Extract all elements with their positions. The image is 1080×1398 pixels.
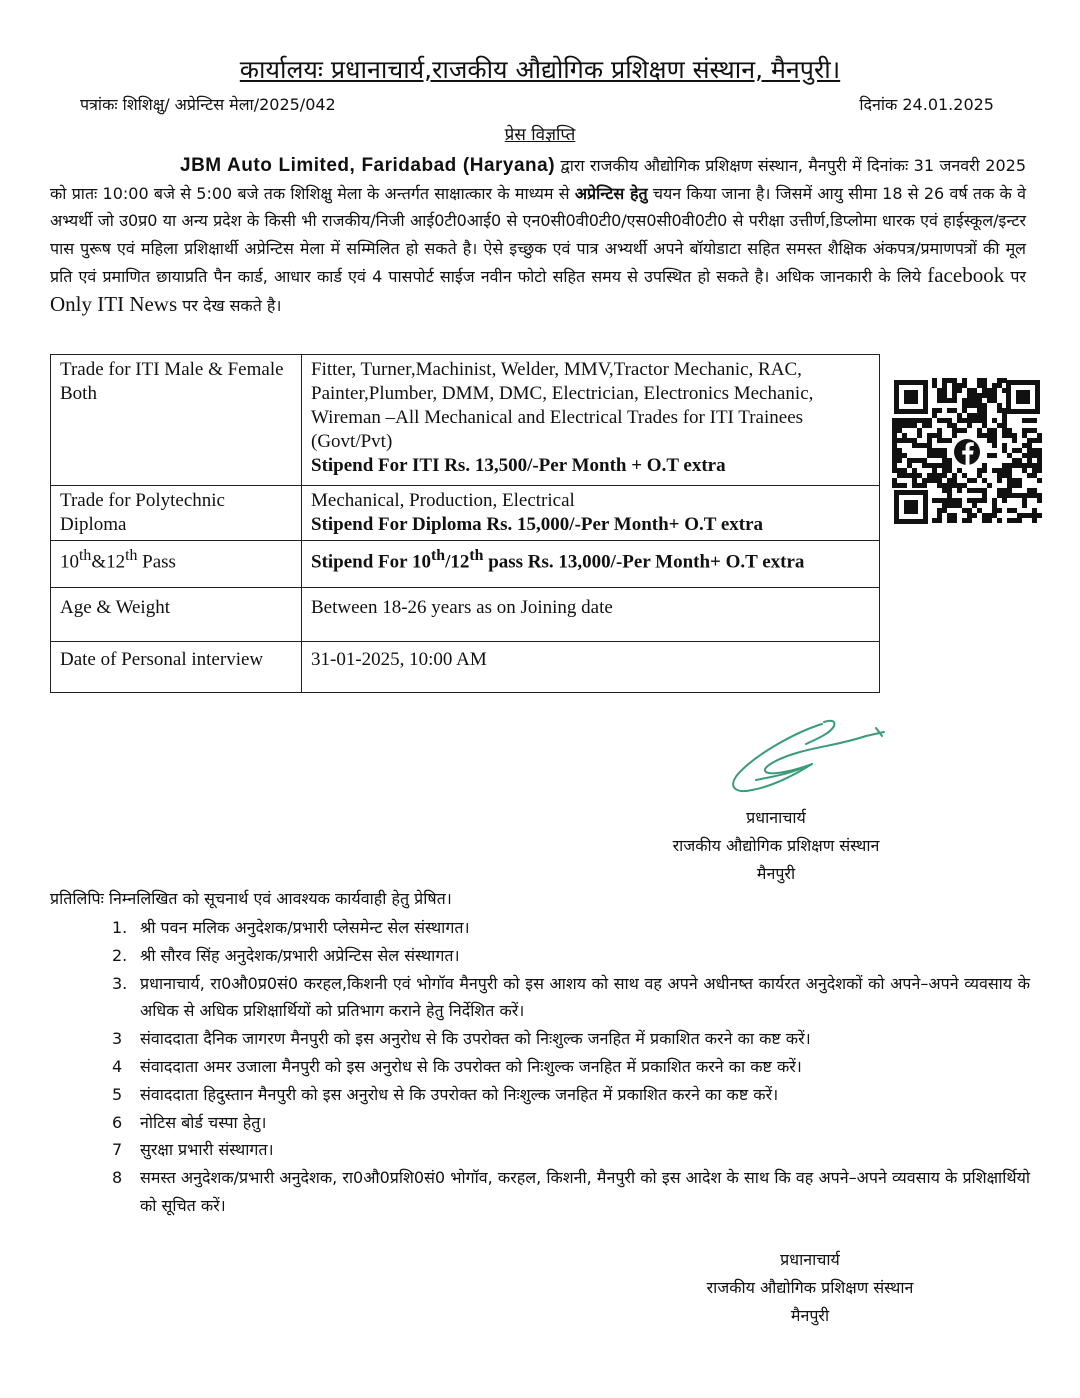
list-item-text: संवाददाता हिदुस्तान मैनपुरी को इस अनुरोध से कि उपरोक्त को निःशुल्क जनहित में प्रकाशित करने का कष्ट करें। <box>140 1084 779 1104</box>
label-part: Pass <box>137 551 176 573</box>
letter-date: दिनांक 24.01.2025 <box>859 95 994 114</box>
body-text-3: पर <box>1004 267 1027 287</box>
value-sup: th <box>469 547 484 564</box>
value-part: pass Rs. 13,000/-Per Month+ O.T extra <box>483 551 805 573</box>
list-item <box>100 1053 1030 1081</box>
value-sup: th <box>431 547 446 564</box>
table-cell-label: Date of Personal interview <box>51 642 302 693</box>
diploma-trades: Mechanical, Production, Electrical <box>311 490 575 511</box>
list-item <box>100 1164 1030 1220</box>
list-item-number: 3. <box>112 973 128 993</box>
list-item <box>100 942 1030 970</box>
list-item <box>100 1109 1030 1137</box>
list-item-text: श्री सौरव सिंह अनुदेशक/प्रभारी अप्रेन्टिस सेल संस्थागत। <box>140 945 460 965</box>
signatory-block <box>626 804 926 888</box>
list-item-number: 2. <box>112 945 128 965</box>
list-item-number: 8 <box>112 1168 123 1188</box>
signatory-city: मैनपुरी <box>756 864 796 883</box>
value-part: /12 <box>445 551 470 573</box>
list-item-text: प्रधानाचार्य, रा0औ0प्र0सं0 करहल,किशनी एवं भोगॉव मैनपुरी को इस आशय को साथ वह अपने अधीनष्त कार्यरत अनुदेशकों को अपने–अपने व्यवसाय के अधिक से अधिक प्रशिक्षार्थियों को प्रतिभाग कराने हेतु निर्देशित करें। <box>140 973 1030 1021</box>
office-title: कार्यालयः प्रधानाचार्य,राजकीय औद्योगिक प्रशिक्षण संस्थान, मैनपुरी। <box>239 55 841 84</box>
list-item-number: 1. <box>112 918 128 937</box>
trades-table <box>50 354 880 693</box>
signatory-designation: प्रधानाचार्य <box>780 1250 840 1269</box>
list-item-text: सुरक्षा प्रभारी संस्थागत। <box>140 1140 274 1160</box>
table-cell-value <box>302 355 880 486</box>
table-row <box>51 642 880 693</box>
table-row <box>51 486 880 541</box>
diploma-stipend: Stipend For Diploma Rs. 15,000/-Per Month+ O.T extra <box>311 514 764 535</box>
value-part: Stipend For 10 <box>311 551 432 573</box>
facebook-icon <box>951 436 983 468</box>
company-name: JBM Auto Limited, Faridabad (Haryana) <box>180 155 556 176</box>
list-item <box>100 970 1030 1026</box>
iti-trades: Fitter, Turner,Machinist, Welder, MMV,Tractor Mechanic, RAC, Painter,Plumber, DMM, DMC, Electrician, Electronics Mechanic, Wireman –All Mechanical and Electrical Trades for ITI Trainees (Govt/Pvt) <box>311 359 814 452</box>
list-item-text: संवाददाता दैनिक जागरण मैनपुरी को इस अनुरोध से कि उपरोक्त को निःशुल्क जनहित में प्रकाशित करने का कष्ट करें। <box>140 1029 811 1049</box>
table-cell-label: Age & Weight <box>51 588 302 642</box>
body-text-2: चयन किया जाना है। जिसमें आयु सीमा 18 से 26 वर्ष तक के वे अभ्यर्थी जो उ0प्र0 या अन्य प्रदेश के किसी भी राजकीय/निजी आई0टी0आई0 से एन0सी0वी0टी0/एस0सी0वी0टी0 से परीक्षा उत्तीर्ण,डिप्लोमा धारक एवं हाईस्कूल/इन्टर पास पुरूष एवं महिला प्रशिक्षार्थी अप्रेन्टिस मेला में सम्मिलित हो सकते है। ऐसे इच्छुक एवं पात्र अभ्यर्थी अपने बॉयोडाटा सहित समस्त शैक्षिक अंकपत्र/प्रमाणपत्रों की मूल प्रति एवं प्रमाणित छायाप्रति पैन कार्ड, आधार कार्ड एवं 4 पासपोर्ट साईज नवीन फोटो सहित समय से उपस्थित हो सकते है। अधिक जानकारी के लिये <box>50 183 1026 287</box>
signatory-block-bottom <box>660 1246 960 1330</box>
table-cell-value: Between 18-26 years as on Joining date <box>302 588 880 642</box>
table-cell-value: 31-01-2025, 10:00 AM <box>302 642 880 693</box>
label-sup: th <box>79 547 92 564</box>
list-item-text: श्री पवन मलिक अनुदेशक/प्रभारी प्लेसमेन्ट सेल संस्थागत। <box>140 918 470 937</box>
signatory-designation: प्रधानाचार्य <box>746 808 806 827</box>
iti-stipend: Stipend For ITI Rs. 13,500/-Per Month + O.T extra <box>311 455 726 476</box>
body-text-1: द्वारा राजकीय औद्योगिक प्रशिक्षण संस्थान, मैनपुरी में दिनांकः 31 जनवरी 2025 को प्रातः 10:00 बजे से 5:00 बजे तक शिशिक्षु मेला के अन्तर्गत साक्षात्कार के माध्यम से <box>50 156 1026 203</box>
table-row <box>51 588 880 642</box>
table-cell-value <box>302 541 880 588</box>
list-item-number: 7 <box>112 1140 123 1160</box>
list-item-text: समस्त अनुदेशक/प्रभारी अनुदेशक, रा0औ0प्रशि0सं0 भोगॉव, करहल, किशनी, मैनपुरी को इस आदेश के साथ कि वह अपने–अपने व्यवसाय के प्रशिक्षार्थियो को सूचित करें। <box>140 1168 1030 1215</box>
list-item-number: 6 <box>112 1112 123 1132</box>
list-item <box>100 1136 1030 1164</box>
label-part: &12 <box>91 551 126 573</box>
list-item <box>100 1025 1030 1053</box>
copy-to-heading: प्रतिलिपिः निम्नलिखित को सूचनार्थ एवं आवश्यक कार्यवाही हेतु प्रेषित। <box>50 889 452 908</box>
list-item <box>100 914 1030 942</box>
signatory-institute: राजकीय औद्योगिक प्रशिक्षण संस्थान <box>706 1278 914 1297</box>
label-sup: th <box>125 547 138 564</box>
signatory-city: मैनपुरी <box>790 1306 830 1325</box>
table-cell-value <box>302 486 880 541</box>
list-item-text: नोटिस बोर्ड चस्पा हेतु। <box>140 1112 267 1132</box>
body-text-bold: अप्रेन्टिस हेतु <box>574 183 648 203</box>
list-item-number: 3 <box>112 1029 123 1049</box>
table-row <box>51 541 880 588</box>
list-item-number: 4 <box>112 1056 123 1076</box>
reference-number: पत्रांकः शिशिक्षु/ अप्रेन्टिस मेला/2025/042 <box>80 95 336 114</box>
press-release-body <box>50 152 1026 320</box>
qr-code[interactable] <box>892 378 1042 526</box>
copy-to-list <box>100 914 1030 1220</box>
table-cell-label: Trade for ITI Male & Female Both <box>51 355 302 486</box>
table-row <box>51 355 880 486</box>
list-item <box>100 1081 1030 1109</box>
table-cell-label <box>51 541 302 588</box>
facebook-text: facebook <box>927 263 1005 288</box>
label-part: 10 <box>60 551 79 573</box>
table-cell-label: Trade for Polytechnic Diploma <box>51 486 302 541</box>
only-iti-news-text: Only ITI News <box>50 291 178 316</box>
signature-mark <box>726 714 890 798</box>
list-item-text: संवाददाता अमर उजाला मैनपुरी को इस अनुरोध से कि उपरोक्त को निःशुल्क जनहित में प्रकाशित करने का कष्ट करें। <box>140 1056 802 1076</box>
body-text-4: पर देख सकते है। <box>177 295 282 315</box>
signatory-institute: राजकीय औद्योगिक प्रशिक्षण संस्थान <box>672 836 880 855</box>
press-release-heading: प्रेस विज्ञप्ति <box>504 125 576 145</box>
list-item-number: 5 <box>112 1084 123 1104</box>
